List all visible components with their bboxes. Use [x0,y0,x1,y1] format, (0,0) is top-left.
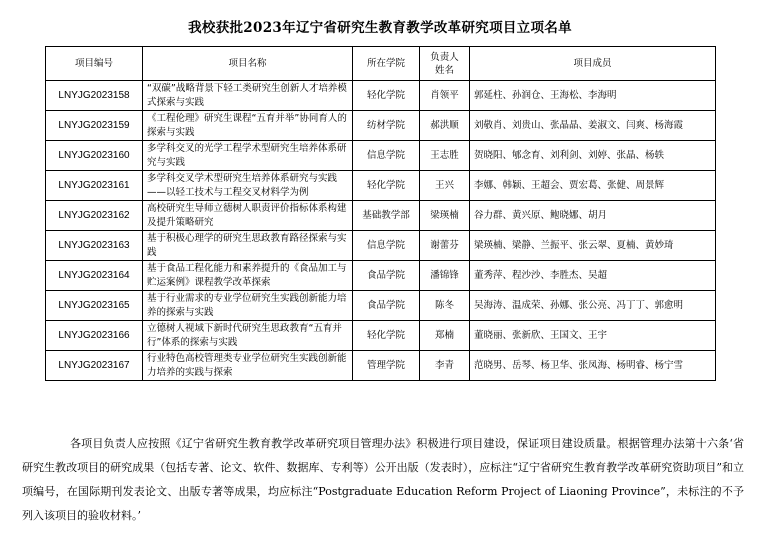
cell-project-id: LNYJG2023166 [46,321,143,351]
cell-leader: 郝洪顺 [420,111,470,141]
cell-leader: 王志胜 [420,141,470,171]
cell-project-name: 多学科交叉学术型研究生培养体系研究与实践——以轻工技术与工程交叉材料学为例 [143,171,353,201]
header-leader-line1: 负责人 [430,51,459,63]
cell-leader: 王兴 [420,171,470,201]
table-row [46,351,716,381]
cell-leader: 李青 [420,351,470,381]
cell-school: 管理学院 [353,351,420,381]
cell-project-id: LNYJG2023165 [46,291,143,321]
table-row [46,321,716,351]
table-row [46,171,716,201]
table-row [46,111,716,141]
header-leader-line2: 姓名 [434,64,454,76]
project-table [45,46,716,381]
table-row [46,141,716,171]
cell-members: 梁瑛楠、梁静、兰振平、张云翠、夏楠、黄妙琦 [470,231,716,261]
table-row [46,291,716,321]
cell-leader: 肖领平 [420,81,470,111]
cell-leader: 梁瑛楠 [420,201,470,231]
header-members: 项目成员 [470,47,716,81]
cell-project-name: 《工程伦理》研究生课程“五育并举”协同育人的探索与实践 [143,111,353,141]
header-leader [420,47,470,81]
cell-project-name: 立德树人视域下新时代研究生思政教育“五育并行”体系的探索与实践 [143,321,353,351]
cell-members: 范晓男、岳琴、杨卫华、张凤海、杨明睿、杨宁雪 [470,351,716,381]
table-row [46,201,716,231]
cell-project-name: 多学科交叉的光学工程学术型研究生培养体系研究与实践 [143,141,353,171]
cell-project-name: 高校研究生导师立德树人职责评价指标体系构建及提升策略研究 [143,201,353,231]
cell-project-name: 基于积极心理学的研究生思政教育路径探索与实践 [143,231,353,261]
cell-project-name: 基于食品工程化能力和素养提升的《食品加工与贮运案例》课程教学改革探索 [143,261,353,291]
cell-members: 董晓丽、张新欣、王国文、王宇 [470,321,716,351]
header-school: 所在学院 [353,47,420,81]
cell-members: 刘敬肖、刘贵山、张晶晶、姜淑文、闫爽、杨海霞 [470,111,716,141]
cell-leader: 陈冬 [420,291,470,321]
cell-leader: 郑楠 [420,321,470,351]
cell-members: 谷力群、黄兴原、鲍晓娜、胡月 [470,201,716,231]
cell-project-name: “双碳”战略背景下轻工类研究生创新人才培养模式探索与实践 [143,81,353,111]
cell-project-id: LNYJG2023164 [46,261,143,291]
cell-school: 轻化学院 [353,81,420,111]
cell-leader: 潘锦锋 [420,261,470,291]
cell-project-name: 基于行业需求的专业学位研究生实践创新能力培养的探索与实践 [143,291,353,321]
cell-school: 轻化学院 [353,171,420,201]
cell-members: 郭延柱、孙润仓、王海松、李海明 [470,81,716,111]
cell-project-id: LNYJG2023161 [46,171,143,201]
table-row [46,231,716,261]
header-project-name: 项目名称 [143,47,353,81]
cell-members: 董秀萍、程沙沙、李胜杰、吴超 [470,261,716,291]
cell-school: 食品学院 [353,291,420,321]
cell-school: 基础教学部 [353,201,420,231]
cell-project-id: LNYJG2023162 [46,201,143,231]
header-project-id: 项目编号 [46,47,143,81]
cell-school: 信息学院 [353,141,420,171]
notes-paragraph: 各项目负责人应按照《辽宁省研究生教育教学改革研究项目管理办法》积极进行项目建设，保证项目建设质量。根据管理办法第十六条‘省研究生教改项目的研究成果（包括专著、论文、软件、数据库、专利等）公开出版（发表时），应标注“辽宁省研究生教育教学改革研究资助项目”和立项编号，在国际期刊发表论文、出版专著等成果，均应标注“Postgraduate Education Reform Project of Liaoning Province”，未标注的不予列入该项目的验收材料。’ [22,437,744,522]
page-title: 我校获批2023年辽宁省研究生教育教学改革研究项目立项名单 [188,20,572,36]
cell-school: 食品学院 [353,261,420,291]
cell-members: 吴海涛、温成荣、孙娜、张公亮、冯丁丁、郭愈明 [470,291,716,321]
cell-members: 李娜、韩颖、王超会、贾宏葛、张健、周景辉 [470,171,716,201]
cell-project-id: LNYJG2023158 [46,81,143,111]
cell-members: 贺晓阳、郇念育、刘利剑、刘婷、张晶、杨轶 [470,141,716,171]
cell-project-name: 行业特色高校管理类专业学位研究生实践创新能力培养的实践与探索 [143,351,353,381]
cell-project-id: LNYJG2023167 [46,351,143,381]
cell-project-id: LNYJG2023160 [46,141,143,171]
table-header-row [46,47,716,81]
cell-school: 纺材学院 [353,111,420,141]
table-row [46,261,716,291]
cell-project-id: LNYJG2023163 [46,231,143,261]
cell-leader: 谢蕾芬 [420,231,470,261]
table-row [46,81,716,111]
cell-school: 轻化学院 [353,321,420,351]
cell-school: 信息学院 [353,231,420,261]
cell-project-id: LNYJG2023159 [46,111,143,141]
